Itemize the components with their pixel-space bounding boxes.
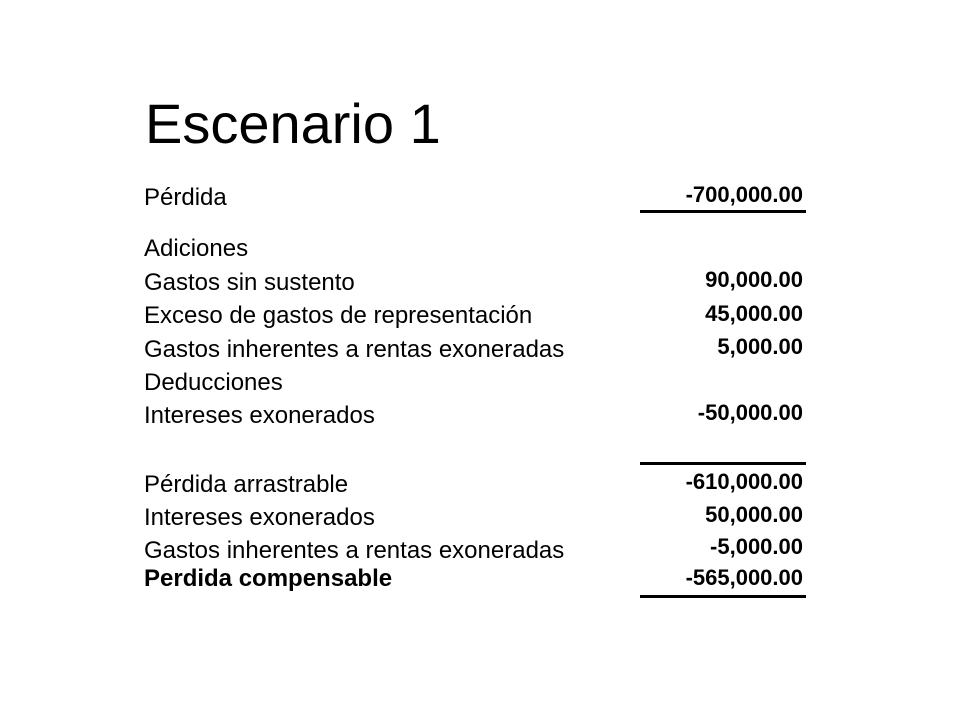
row-label-perdida: Pérdida — [144, 184, 227, 211]
row-label-perdida-compensable: Perdida compensable — [144, 565, 393, 592]
row-amount-gastos-inherentes: 5,000.00 — [717, 334, 803, 359]
total-rule — [640, 595, 806, 598]
section-label-adiciones: Adiciones — [144, 235, 249, 262]
row-label-intereses-exonerados: Intereses exonerados — [144, 402, 375, 429]
row-amount-intereses-exonerados: -50,000.00 — [697, 400, 803, 425]
row-label-intereses-exonerados-2: Intereses exonerados — [144, 504, 375, 531]
underline-rule — [640, 210, 806, 213]
section-label-deducciones: Deducciones — [144, 369, 283, 396]
slide-title: Escenario 1 — [145, 92, 441, 155]
row-label-gastos-inherentes-2: Gastos inherentes a rentas exoneradas — [144, 537, 565, 564]
row-amount-exceso-gastos: 45,000.00 — [705, 301, 803, 326]
row-amount-intereses-exonerados-2: 50,000.00 — [705, 502, 803, 527]
row-amount-perdida-compensable: -565,000.00 — [685, 565, 803, 590]
row-label-gastos-sin-sustento: Gastos sin sustento — [144, 269, 355, 296]
row-label-perdida-arrastrable: Pérdida arrastrable — [144, 471, 349, 498]
row-label-gastos-inherentes: Gastos inherentes a rentas exoneradas — [144, 336, 565, 363]
row-amount-perdida: -700,000.00 — [685, 182, 803, 207]
row-label-exceso-gastos: Exceso de gastos de representación — [144, 302, 533, 329]
subtotal-rule — [640, 462, 806, 465]
row-amount-gastos-sin-sustento: 90,000.00 — [705, 267, 803, 292]
row-amount-perdida-arrastrable: -610,000.00 — [685, 469, 803, 494]
row-amount-gastos-inherentes-2: -5,000.00 — [710, 534, 803, 559]
